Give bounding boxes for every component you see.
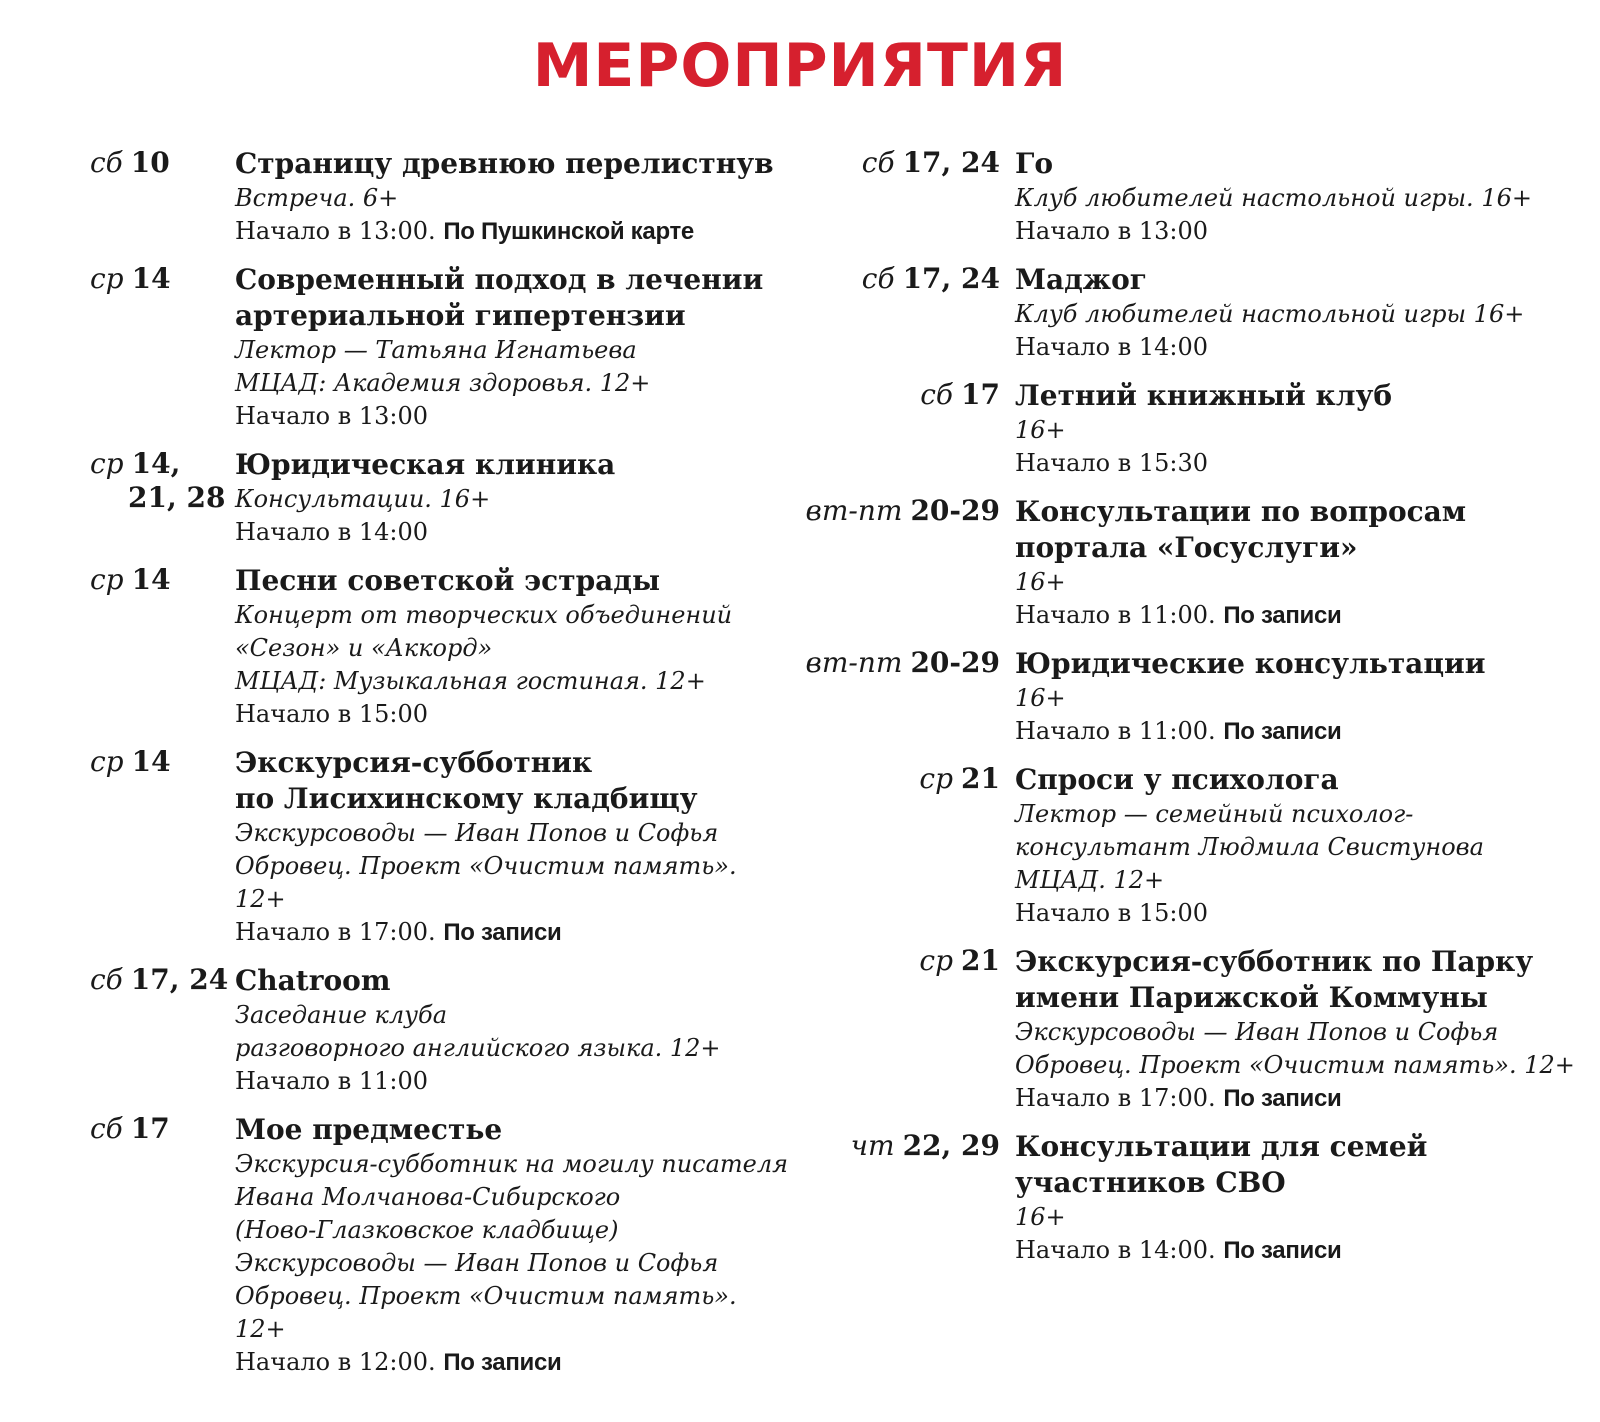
event-registration-note: По записи (443, 919, 562, 946)
page-title: МЕРОПРИЯТИЯ (532, 31, 1068, 101)
event-weekday: ср (919, 944, 954, 977)
event-start-text: Начало в 14:00. (1015, 1236, 1216, 1264)
event-description: Встреча. 6+ (235, 184, 399, 212)
event-description: 16+ (1015, 416, 1066, 444)
event-item (90, 963, 790, 1098)
event-details (235, 563, 790, 731)
event-start-time (1015, 331, 1585, 364)
event-date (90, 146, 235, 180)
event-title: Консультации для семей участников СВО (1015, 1130, 1428, 1199)
event-details (1015, 762, 1585, 930)
event-item (805, 262, 1585, 364)
event-day-numbers-continued: 21, 28 (128, 481, 226, 514)
event-weekday: сб (861, 146, 895, 179)
event-item (805, 146, 1585, 248)
event-title: Современный подход в лечении артериальной гипертензии (235, 263, 764, 332)
event-date (805, 646, 1015, 680)
event-date (90, 563, 235, 597)
event-start-time (1015, 1234, 1585, 1267)
event-date (805, 1129, 1015, 1163)
event-item (90, 1112, 790, 1379)
event-description: Лектор — семейный психолог- консультант Людмила Свистунова МЦАД. 12+ (1015, 800, 1484, 894)
event-details (235, 447, 790, 549)
event-start-text: Начало в 17:00. (235, 918, 436, 946)
event-title: Страницу древнюю перелистнув (235, 147, 774, 180)
event-day-numbers: 10 (130, 146, 170, 179)
event-weekday: сб (90, 146, 123, 179)
event-start-time (235, 215, 790, 248)
event-start-time (1015, 447, 1585, 480)
event-weekday: сб (920, 378, 954, 411)
event-start-time (235, 400, 790, 433)
event-title: Маджог (1015, 263, 1147, 296)
event-start-time (235, 516, 790, 549)
event-item (90, 146, 790, 248)
event-registration-note: По записи (1223, 1085, 1342, 1112)
event-start-text: Начало в 15:30 (1015, 449, 1209, 477)
event-title: Летний книжный клуб (1015, 379, 1393, 412)
event-day-numbers: 17, 24 (130, 963, 229, 996)
event-start-text: Начало в 11:00 (235, 1067, 429, 1095)
event-date (90, 745, 235, 779)
event-weekday: ср (90, 447, 124, 480)
event-description: Заседание клуба разговорного английского языка. 12+ (235, 1001, 721, 1062)
event-weekday: чт (850, 1129, 895, 1162)
event-description: Экскурсоводы — Иван Попов и Софья Обровец. Проект «Очистим память». 12+ (1015, 1018, 1575, 1079)
event-details (1015, 378, 1585, 480)
event-date (805, 146, 1015, 180)
event-start-time (235, 698, 790, 731)
event-start-text: Начало в 14:00 (1015, 333, 1209, 361)
event-title: Экскурсия-субботник по Лисихинскому кладбищу (235, 746, 698, 815)
event-start-text: Начало в 12:00. (235, 1348, 436, 1376)
event-details (235, 1112, 790, 1379)
event-day-numbers: 20-29 (910, 494, 1000, 527)
event-item (805, 378, 1585, 480)
event-details (235, 745, 790, 949)
event-description: 16+ (1015, 684, 1066, 712)
event-details (235, 146, 790, 248)
event-date (805, 262, 1015, 296)
event-weekday: сб (90, 1112, 123, 1145)
events-right-column (805, 146, 1585, 1281)
event-day-numbers: 20-29 (910, 646, 1000, 679)
event-details (1015, 1129, 1585, 1267)
event-day-numbers: 14 (131, 563, 171, 596)
event-day-numbers: 21 (961, 762, 1000, 795)
event-start-text: Начало в 15:00 (1015, 899, 1209, 927)
event-details (1015, 944, 1585, 1115)
event-description: Клуб любителей настольной игры. 16+ (1015, 184, 1532, 212)
event-start-time (1015, 599, 1585, 632)
event-start-time (235, 1346, 790, 1379)
event-title: Го (1015, 147, 1054, 180)
event-details (1015, 494, 1585, 632)
event-date (805, 944, 1015, 978)
event-item (90, 745, 790, 949)
event-description: Лектор — Татьяна Игнатьева МЦАД: Академия здоровья. 12+ (235, 336, 651, 397)
event-details (235, 963, 790, 1098)
event-day-numbers: 21 (961, 944, 1000, 977)
event-registration-note: По Пушкинской карте (443, 218, 694, 245)
event-title: Консультации по вопросам портала «Госуслуги» (1015, 495, 1467, 564)
event-start-time (1015, 1082, 1585, 1115)
event-start-time (1015, 897, 1585, 930)
event-date (805, 378, 1015, 412)
event-day-numbers: 17 (961, 378, 1000, 411)
event-start-text: Начало в 17:00. (1015, 1084, 1216, 1112)
event-start-text: Начало в 13:00 (235, 402, 429, 430)
event-item (805, 762, 1585, 930)
event-title: Песни советской эстрады (235, 564, 661, 597)
event-start-text: Начало в 11:00. (1015, 717, 1216, 745)
event-start-text: Начало в 14:00 (235, 518, 429, 546)
event-description: Концерт от творческих объединений «Сезон» и «Аккорд» МЦАД: Музыкальная гостиная. 12+ (235, 601, 733, 695)
event-start-time (1015, 215, 1585, 248)
event-title: Юридические консультации (1015, 647, 1486, 680)
event-start-time (235, 1065, 790, 1098)
event-description: Экскурсоводы — Иван Попов и Софья Обровец. Проект «Очистим память». 12+ (235, 819, 737, 913)
events-left-column (90, 146, 790, 1393)
event-weekday: ср (919, 762, 954, 795)
event-day-numbers: 14, (131, 447, 181, 480)
event-weekday: ср (90, 262, 124, 295)
event-details (235, 262, 790, 433)
event-start-text: Начало в 11:00. (1015, 601, 1216, 629)
event-description: Консультации. 16+ (235, 485, 491, 513)
event-start-time (235, 916, 790, 949)
event-day-numbers: 14 (131, 745, 171, 778)
event-weekday: вт-пт (805, 494, 903, 527)
event-weekday: сб (861, 262, 895, 295)
event-date (90, 262, 235, 296)
event-weekday: ср (90, 563, 124, 596)
event-date (805, 494, 1015, 528)
event-details (1015, 146, 1585, 248)
event-date (90, 963, 235, 997)
event-start-text: Начало в 13:00. (235, 217, 436, 245)
event-start-time (1015, 715, 1585, 748)
event-start-text: Начало в 13:00 (1015, 217, 1209, 245)
event-title: Юридическая клиника (235, 448, 616, 481)
event-weekday: ср (90, 745, 124, 778)
event-weekday: сб (90, 963, 123, 996)
event-registration-note: По записи (1223, 718, 1342, 745)
event-item (90, 262, 790, 433)
event-item (90, 563, 790, 731)
event-title: Экскурсия-субботник по Парку имени Парижской Коммуны (1015, 945, 1534, 1014)
event-title: Мое предместье (235, 1113, 503, 1146)
event-day-numbers: 14 (131, 262, 171, 295)
event-item (805, 646, 1585, 748)
event-day-numbers: 17, 24 (902, 146, 1000, 179)
event-description: 16+ (1015, 568, 1066, 596)
event-item (90, 447, 790, 549)
event-date (805, 762, 1015, 796)
event-registration-note: По записи (1223, 1237, 1342, 1264)
event-weekday: вт-пт (805, 646, 903, 679)
event-date (90, 447, 235, 515)
event-description: Экскурсия-субботник на могилу писателя Ивана Молчанова-Сибирского (Ново-Глазковское кладбище) Экскурсоводы — Иван Попов и Софья Обровец. Проект «Очистим память». 12+ (235, 1150, 789, 1343)
event-start-text: Начало в 15:00 (235, 700, 429, 728)
event-title: Chatroom (235, 964, 391, 997)
event-description: Клуб любителей настольной игры 16+ (1015, 300, 1525, 328)
event-day-numbers: 22, 29 (902, 1129, 1000, 1162)
event-details (1015, 646, 1585, 748)
event-day-numbers: 17 (130, 1112, 170, 1145)
event-item (805, 1129, 1585, 1267)
event-item (805, 944, 1585, 1115)
event-day-numbers: 17, 24 (902, 262, 1000, 295)
event-registration-note: По записи (443, 1349, 562, 1376)
event-title: Спроси у психолога (1015, 763, 1339, 796)
event-date (90, 1112, 235, 1146)
event-registration-note: По записи (1223, 602, 1342, 629)
event-details (1015, 262, 1585, 364)
event-item (805, 494, 1585, 632)
event-description: 16+ (1015, 1203, 1066, 1231)
